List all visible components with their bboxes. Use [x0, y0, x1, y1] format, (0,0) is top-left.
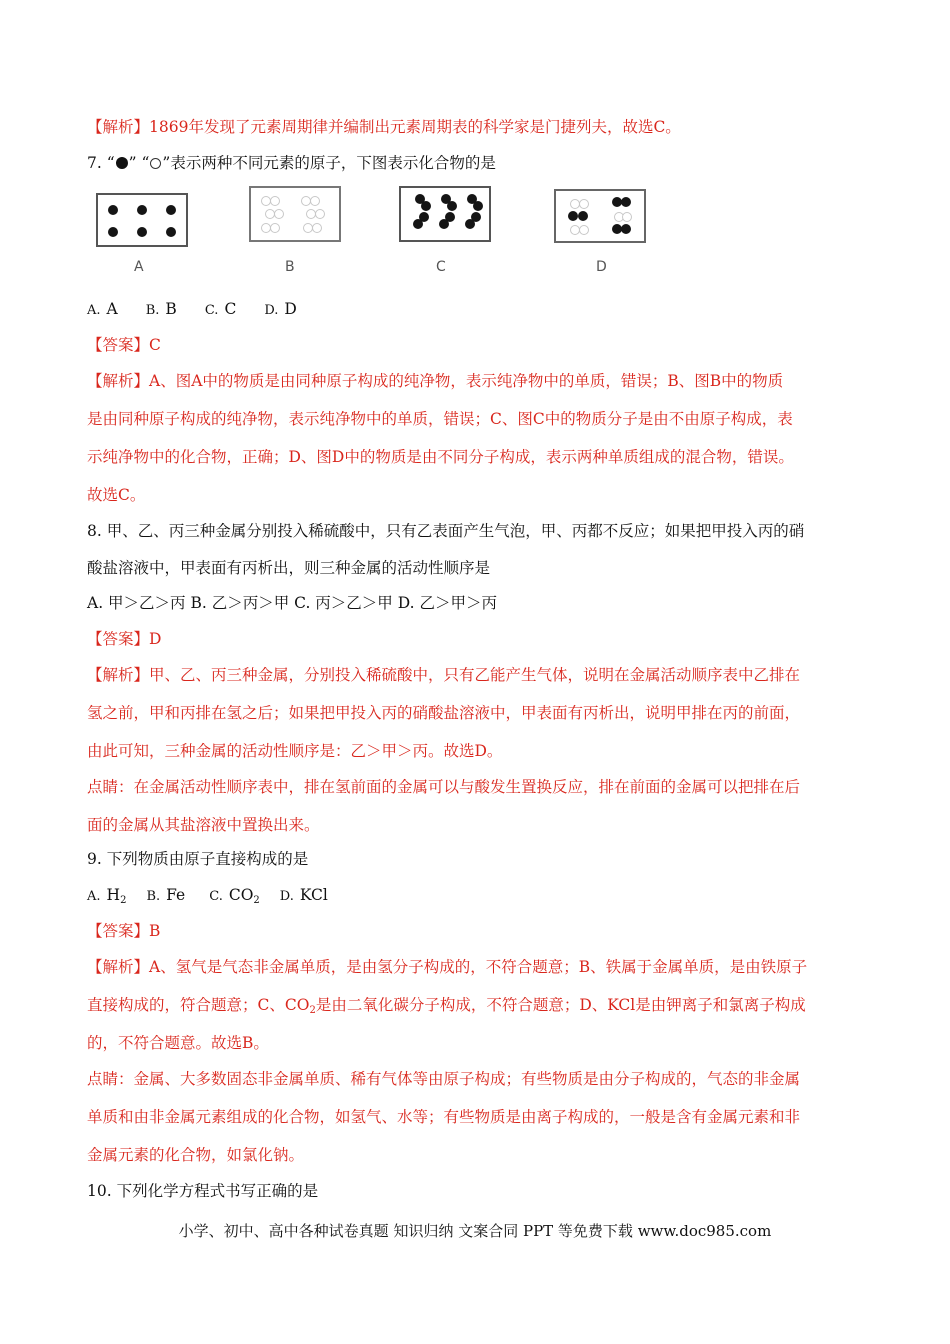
diagram-b-label: B [285, 259, 295, 275]
q6-explanation: 【解析】1869年发现了元素周期律并编制出元素周期表的科学家是门捷列夫，故选C。 [87, 118, 681, 136]
q8-stem-1: 8. 甲、乙、丙三种金属分别投入稀硫酸中，只有乙表面产生气泡，甲、丙都不反应；如果把甲投入丙的硝 [87, 522, 805, 540]
q9-explanation-2: 直接构成的，符合题意；C、$CO_2$是由二氧化碳分子构成，不符合题意；D、KCl是由钾离子和氯离子构成 [87, 996, 806, 1016]
q10-stem: 10. 下列化学方程式书写正确的是 [87, 1182, 319, 1200]
q8-explanation-2: 氢之前，甲和丙排在氢之后；如果把甲投入丙的硝酸盐溶液中，甲表面有丙析出，说明甲排在丙的前面， [87, 704, 801, 722]
q8-tip-1: 点睛：在金属活动性顺序表中，排在氢前面的金属可以与酸发生置换反应，排在前面的金属可以把排在后 [87, 778, 801, 796]
diagram-a [96, 193, 188, 247]
q8-tip-2: 面的金属从其盐溶液中置换出来。 [87, 816, 320, 834]
diagram-d [554, 189, 646, 243]
q8-options: A. 甲＞乙＞丙 B. 乙＞丙＞甲 C. 丙＞乙＞甲 D. 乙＞甲＞丙 [87, 594, 497, 612]
q7-explanation-4: 故选C。 [87, 486, 146, 504]
q9-tip-3: 金属元素的化合物，如氯化钠。 [87, 1146, 305, 1164]
q9-stem: 9. 下列物质由原子直接构成的是 [87, 850, 309, 868]
black-atom-icon [116, 157, 128, 169]
q9-tip-2: 单质和由非金属元素组成的化合物，如氢气、水等；有些物质是由离子构成的，一般是含有金属元素和非 [87, 1108, 801, 1126]
diagram-c-label: C [436, 259, 446, 275]
q9-tip-1: 点睛：金属、大多数固态非金属单质、稀有气体等由原子构成；有些物质是由分子构成的，气态的非金属 [87, 1070, 801, 1088]
diagram-d-label: D [596, 259, 607, 275]
q7-explanation-3: 示纯净物中的化合物，正确；D、图D中的物质是由不同分子构成，表示两种单质组成的混合物，错误。 [87, 448, 794, 466]
white-atom-icon [150, 158, 161, 169]
q8-answer: 【答案】D [87, 630, 162, 648]
q7-stem: 7. “ ” “ ”表示两种不同元素的原子，下图表示化合物的是 [87, 154, 496, 172]
q9-answer: 【答案】B [87, 922, 161, 940]
q7-explanation-1: 【解析】A、图A中的物质是由同种原子构成的纯净物，表示纯净物中的单质，错误；B、图B中的物质 [87, 372, 784, 390]
q8-explanation-1: 【解析】甲、乙、丙三种金属，分别投入稀硫酸中，只有乙能产生气体，说明在金属活动顺序表中乙排在 [87, 666, 801, 684]
diagram-c [399, 186, 491, 242]
q7-explanation-2: 是由同种原子构成的纯净物，表示纯净物中的单质，错误；C、图C中的物质分子是由不由原子构成，表 [87, 410, 793, 428]
q9-explanation-3: 的，不符合题意。故选B。 [87, 1034, 269, 1052]
page-footer: 小学、初中、高中各种试卷真题 知识归纳 文案合同 PPT 等免费下载 www.doc985.com [178, 1222, 772, 1240]
q8-stem-2: 酸盐溶液中，甲表面有丙析出，则三种金属的活动性顺序是 [87, 559, 491, 577]
diagram-b [249, 186, 341, 242]
q9-options: A. $H_2$ B. Fe C. $CO_2$ D. KCl [87, 886, 328, 906]
q7-options: A. A B. B C. C D. D [87, 300, 297, 318]
diagram-a-label: A [134, 259, 144, 275]
q7-answer: 【答案】C [87, 336, 161, 354]
q8-explanation-3: 由此可知，三种金属的活动性顺序是：乙＞甲＞丙。故选D。 [87, 742, 503, 760]
q9-explanation-1: 【解析】A、氢气是气态非金属单质，是由氢分子构成的，不符合题意；B、铁属于金属单质，是由铁原子 [87, 958, 808, 976]
